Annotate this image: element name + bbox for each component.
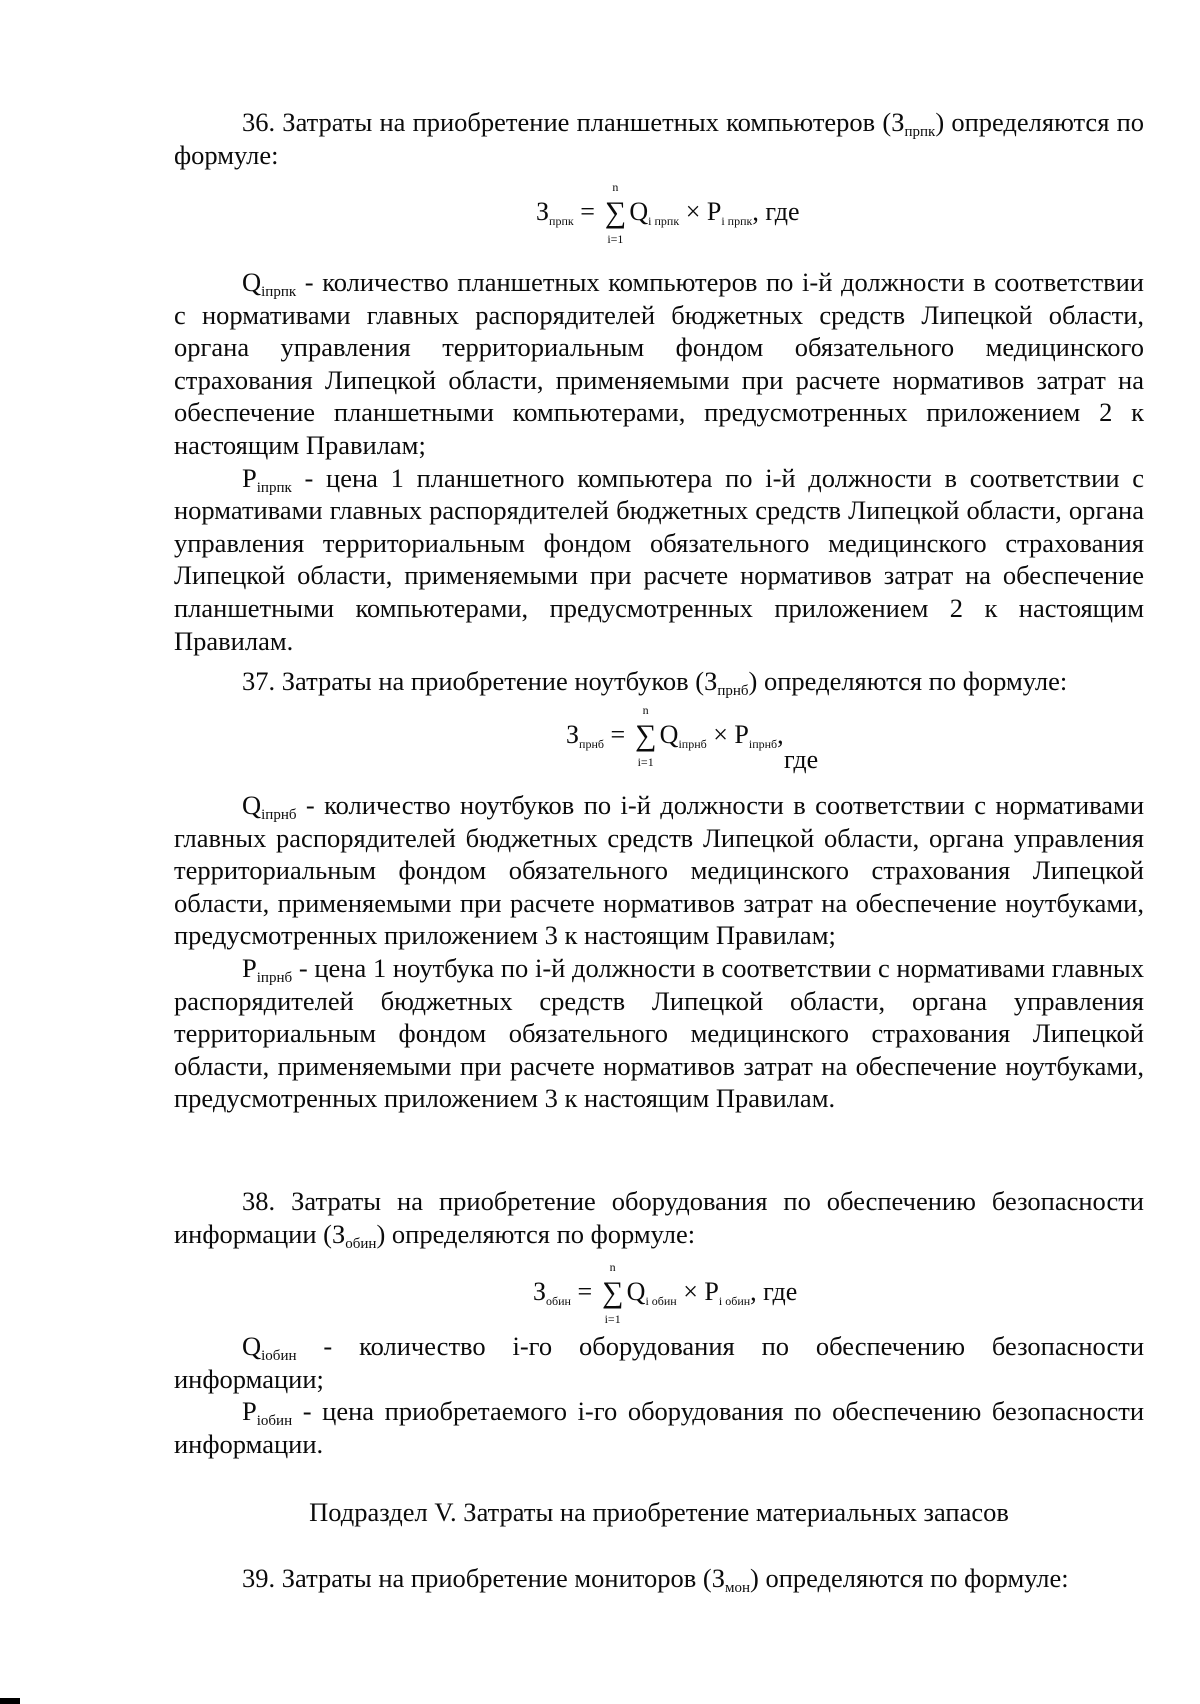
- item-38-definitions: [174, 1330, 1144, 1460]
- definition-q-prpk: $Q_{iпрпк}$ - количество планшетных компьютеров по i-й должности в соответствии с нормативами главных распорядителей бюджетных средств Липецкой области, органа управления территориальным фондом обязательного медицинского страхования Липецкой области, применяемыми при расчете нормативов затрат на обеспечение планшетными компьютерами, предусмотренных приложением 2 к настоящим Правилам;: [174, 267, 1144, 460]
- section-heading: Подраздел V. Затраты на приобретение материальных запасов: [309, 1497, 1009, 1527]
- item-37-text: 37. Затраты на приобретение ноутбуков $(З_{прнб})$ определяются по формуле:: [242, 666, 1068, 699]
- formula-prnb-where: где: [784, 745, 819, 774]
- item-37-intro: [174, 665, 1144, 698]
- sum-sign-icon: ∑ n i=1: [634, 703, 657, 769]
- definition-p-obin: $P_{iобин}$ - цена приобретаемого i-го оборудования по обеспечению безопасности информации.: [174, 1396, 1144, 1459]
- formula-obin: $З_{обин}$ = ∑ n i=1 $Q_{i обин} \times P_{i обин}$, где: [533, 1260, 798, 1326]
- item-38-text: 38. Затраты на приобретение оборудования по обеспечению безопасности информации $(З_{обин})$ определяются по формуле:: [174, 1186, 1144, 1252]
- definition-q-obin: $Q_{iобин}$ - количество i-го оборудования по обеспечению безопасности информации;: [174, 1331, 1144, 1394]
- item-39-intro: [174, 1562, 1144, 1595]
- item-36-definitions: [174, 266, 1144, 657]
- scan-edge-mark: [0, 1698, 20, 1704]
- item-36-intro: [174, 106, 1144, 171]
- item-37-definitions: [174, 789, 1144, 1115]
- sum-sign-icon: ∑ n i=1: [601, 1260, 624, 1326]
- item-36-text: 36. Затраты на приобретение планшетных компьютеров $(З_{прпк})$ определяются по формуле:: [174, 107, 1144, 170]
- sum-sign-icon: ∑ n i=1: [604, 180, 627, 246]
- item-38-intro: [174, 1185, 1144, 1250]
- definition-p-prpk: $P_{iпрпк}$ - цена 1 планшетного компьютера по i-й должности в соответствии с нормативами главных распорядителей бюджетных средств Липецкой области, органа управления территориальным фондом обязательного медицинского страхования Липецкой области, применяемыми при расчете нормативов затрат на обеспечение планшетными компьютерами, предусмотренных приложением 2 к настоящим Правилам.: [174, 462, 1144, 656]
- formula-prpk: $З_{прпк}$ = ∑ n i=1 $Q_{i прпк} \times P_{i прпк}$, где: [536, 180, 800, 246]
- item-39-text: 39. Затраты на приобретение мониторов $(З_{мон})$ определяются по формуле:: [242, 1563, 1069, 1596]
- definition-p-prnb: $P_{iпрнб}$ - цена 1 ноутбука по i-й должности в соответствии с нормативами главных распорядителей бюджетных средств Липецкой области, органа управления территориальным фондом обязательного медицинского страхования Липецкой области, применяемыми при расчете нормативов затрат на обеспечение ноутбуками, предусмотренных приложением 3 к настоящим Правилам.: [174, 952, 1144, 1114]
- definition-q-prnb: $Q_{iпрнб}$ - количество ноутбуков по i-й должности в соответствии с нормативами главных распорядителей бюджетных средств Липецкой области, органа управления территориальным фондом обязательного медицинского страхования Липецкой области, применяемыми при расчете нормативов затрат на обеспечение ноутбуками, предусмотренных приложением 3 к настоящим Правилам;: [174, 790, 1144, 951]
- formula-prnb: $З_{прнб}$ = ∑ n i=1 $Q_{iпрнб} \times P_{iпрнб}$,: [566, 703, 784, 769]
